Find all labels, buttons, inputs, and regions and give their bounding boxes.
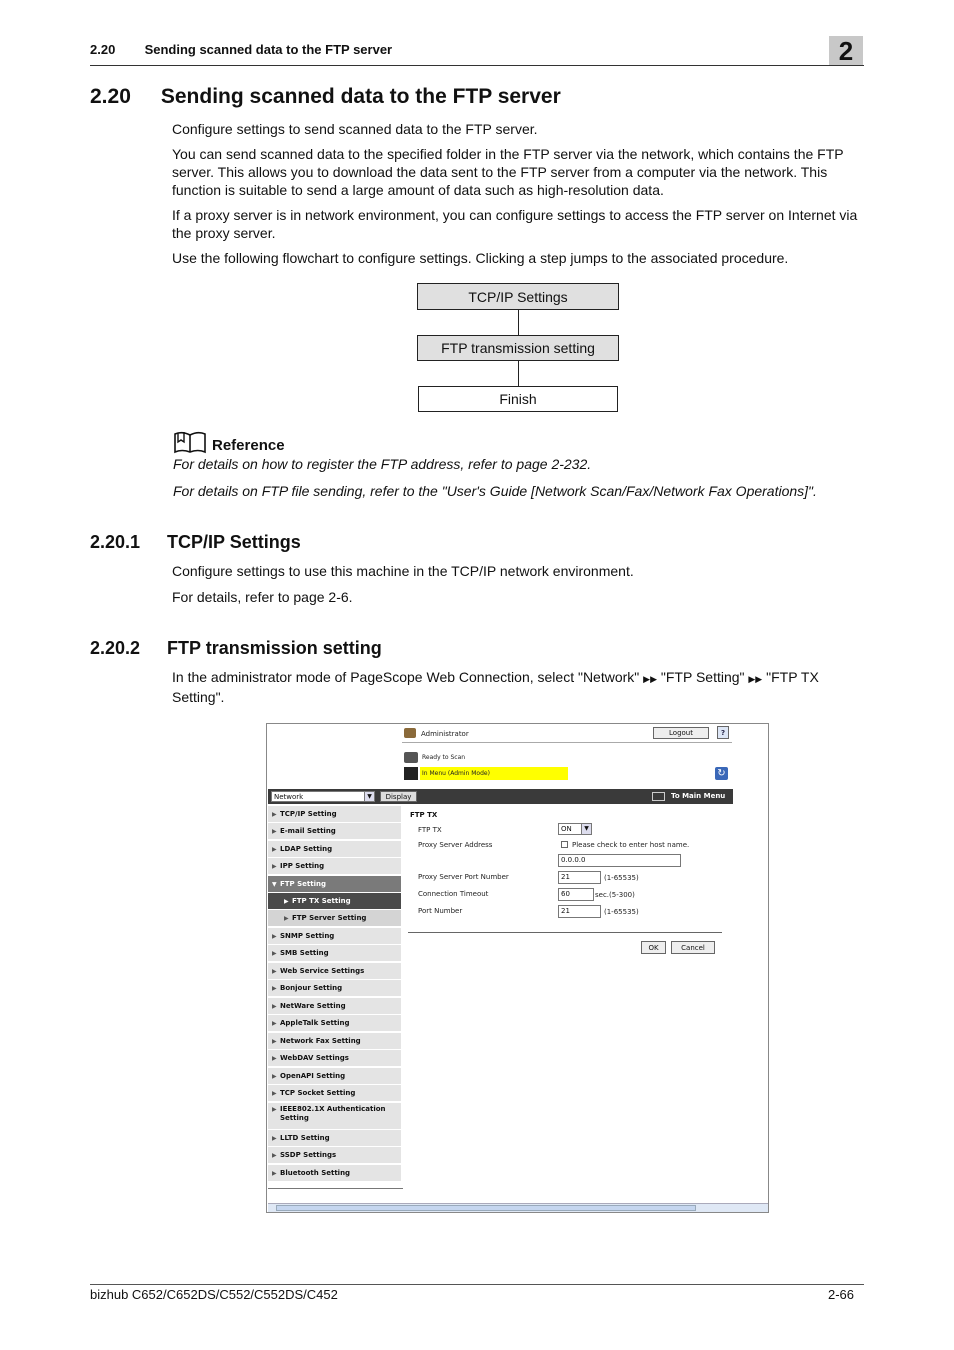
scrollbar-thumb[interactable] xyxy=(276,1205,696,1211)
port-label: Port Number xyxy=(418,907,463,915)
menu-network-fax[interactable]: ▶ Network Fax Setting xyxy=(268,1033,401,1050)
logout-button[interactable]: Logout xyxy=(653,727,709,739)
tcpip-paragraph-1: Configure settings to use this machine in the TCP/IP network environment. xyxy=(172,563,634,579)
triangle-right-icon: ▶ xyxy=(272,1037,277,1045)
web-connection-screenshot xyxy=(266,723,769,1213)
menu-bonjour[interactable]: ▶ Bonjour Setting xyxy=(268,980,401,997)
triangle-right-icon: ▶ xyxy=(272,932,277,940)
timeout-input[interactable]: 60 xyxy=(558,888,594,901)
divider xyxy=(268,1188,403,1189)
triangle-right-icon: ▶ xyxy=(272,967,277,975)
status-ready: Ready to Scan xyxy=(422,754,466,761)
menu-web-service[interactable]: ▶ Web Service Settings xyxy=(268,963,401,980)
form-divider xyxy=(408,932,722,933)
triangle-right-icon: ▶ xyxy=(284,897,289,905)
ftp-tx-label: FTP TX xyxy=(418,826,442,834)
triangle-right-icon: ▶ xyxy=(272,862,277,870)
proxy-port-range: (1-65535) xyxy=(604,874,639,882)
menu-ftp[interactable]: ▼ FTP Setting xyxy=(268,876,401,893)
header-section-number: 2.20 xyxy=(90,42,116,57)
section-heading-ftp: 2.20.2 FTP transmission setting xyxy=(90,638,382,658)
flow-connector xyxy=(518,361,519,386)
arrow-icon: ▶▶ xyxy=(643,674,657,684)
menu-snmp[interactable]: ▶ SNMP Setting xyxy=(268,928,401,945)
reference-line-1: For details on how to register the FTP address, refer to page 2-232. xyxy=(173,456,592,472)
ftp-instruction: In the administrator mode of PageScope Web Connection, select "Network" ▶▶ "FTP Setting" ▶▶ "FTP TX Setting". xyxy=(172,669,819,705)
status-admin-mode: In Menu (Admin Mode) xyxy=(420,767,568,780)
horizontal-scrollbar[interactable] xyxy=(268,1203,768,1213)
admin-icon xyxy=(404,728,416,738)
machine-icon xyxy=(404,767,418,780)
menu-smb[interactable]: ▶ SMB Setting xyxy=(268,945,401,962)
triangle-right-icon: ▶ xyxy=(272,1151,277,1159)
intro-paragraph-4: Use the following flowchart to configure settings. Clicking a step jumps to the associated procedure. xyxy=(172,250,789,266)
flow-step-ftp[interactable]: FTP transmission setting xyxy=(417,335,619,361)
triangle-right-icon: ▶ xyxy=(272,1072,277,1080)
menu-ieee8021x[interactable]: ▶ IEEE802.1X Authentication Setting xyxy=(268,1103,401,1130)
timeout-label: Connection Timeout xyxy=(418,890,489,898)
footer-rule xyxy=(90,1284,864,1285)
intro-paragraph-2: You can send scanned data to the specified folder in the FTP server via the network, which contains the FTP server. This allows you to download the data sent to the FTP server from a computer via the network. This function is suitable to send a large amount of data such as high-resolution data. xyxy=(172,146,844,198)
printer-icon xyxy=(404,752,418,763)
menu-tcpip[interactable]: ▶ TCP/IP Setting xyxy=(268,806,401,823)
triangle-right-icon: ▶ xyxy=(272,984,277,992)
section-heading-tcpip: 2.20.1 TCP/IP Settings xyxy=(90,532,301,552)
menu-ftp-tx[interactable]: ▶ FTP TX Setting xyxy=(268,893,401,910)
intro-paragraph-1: Configure settings to send scanned data to the FTP server. xyxy=(172,121,538,137)
hostname-checkbox[interactable] xyxy=(561,841,568,848)
form-title: FTP TX xyxy=(410,811,438,819)
main-menu-link[interactable]: To Main Menu xyxy=(671,792,726,800)
flow-connector xyxy=(518,310,519,335)
divider xyxy=(402,742,732,743)
footer-model: bizhub C652/C652DS/C552/C552DS/C452 xyxy=(90,1287,338,1302)
menu-icon xyxy=(652,792,665,801)
menu-webdav[interactable]: ▶ WebDAV Settings xyxy=(268,1050,401,1067)
arrow-icon: ▶▶ xyxy=(748,674,763,684)
intro-paragraph-3: If a proxy server is in network environment, you can configure settings to access the FTP server on Internet via the proxy server. xyxy=(172,207,858,241)
menu-tcp-socket[interactable]: ▶ TCP Socket Setting xyxy=(268,1085,401,1102)
triangle-right-icon: ▶ xyxy=(284,914,289,922)
proxy-address-input[interactable]: 0.0.0.0 xyxy=(558,854,681,867)
reference-line-2: For details on FTP file sending, refer to the "User's Guide [Network Scan/Fax/Network Fax Operations]". xyxy=(173,483,817,499)
header-rule xyxy=(90,65,864,66)
menu-ipp[interactable]: ▶ IPP Setting xyxy=(268,858,401,875)
triangle-right-icon: ▶ xyxy=(272,1089,277,1097)
ftp-tx-select[interactable]: ON ▼ xyxy=(558,823,592,835)
admin-label: Administrator xyxy=(421,730,469,738)
chevron-down-icon: ▼ xyxy=(364,792,374,801)
triangle-down-icon: ▼ xyxy=(272,880,277,888)
triangle-right-icon: ▶ xyxy=(272,1002,277,1010)
cancel-button[interactable]: Cancel xyxy=(671,941,715,954)
menu-ldap[interactable]: ▶ LDAP Setting xyxy=(268,841,401,858)
menu-netware[interactable]: ▶ NetWare Setting xyxy=(268,998,401,1015)
page-title: 2.20 Sending scanned data to the FTP server xyxy=(90,85,561,108)
hostname-checkbox-label: Please check to enter host name. xyxy=(572,841,690,849)
port-input[interactable]: 21 xyxy=(558,905,601,918)
menu-openapi[interactable]: ▶ OpenAPI Setting xyxy=(268,1068,401,1085)
chevron-down-icon: ▼ xyxy=(581,824,591,834)
triangle-right-icon: ▶ xyxy=(272,810,277,818)
header-section-title: Sending scanned data to the FTP server xyxy=(144,42,393,57)
triangle-right-icon: ▶ xyxy=(272,1169,277,1177)
triangle-right-icon: ▶ xyxy=(272,1054,277,1062)
flow-step-tcpip[interactable]: TCP/IP Settings xyxy=(417,283,619,310)
menu-appletalk[interactable]: ▶ AppleTalk Setting xyxy=(268,1015,401,1032)
triangle-right-icon: ▶ xyxy=(272,949,277,957)
menu-ssdp[interactable]: ▶ SSDP Settings xyxy=(268,1147,401,1164)
category-select[interactable]: Network ▼ xyxy=(271,791,375,802)
menu-lltd[interactable]: ▶ LLTD Setting xyxy=(268,1130,401,1147)
triangle-right-icon: ▶ xyxy=(272,827,277,835)
help-icon[interactable]: ? xyxy=(717,726,729,739)
flow-step-finish[interactable]: Finish xyxy=(418,386,618,412)
menu-email[interactable]: ▶ E-mail Setting xyxy=(268,823,401,840)
display-button[interactable]: Display xyxy=(380,791,417,802)
menu-bluetooth[interactable]: ▶ Bluetooth Setting xyxy=(268,1165,401,1182)
proxy-port-label: Proxy Server Port Number xyxy=(418,873,509,881)
tcpip-paragraph-2: For details, refer to page 2-6. xyxy=(172,589,353,605)
proxy-port-input[interactable]: 21 xyxy=(558,871,601,884)
footer-page-number: 2-66 xyxy=(828,1287,855,1302)
triangle-right-icon: ▶ xyxy=(272,1106,277,1113)
reference-label: Reference xyxy=(212,437,285,454)
menu-ftp-server[interactable]: ▶ FTP Server Setting xyxy=(268,910,401,927)
ok-button[interactable]: OK xyxy=(641,941,666,954)
chapter-number: 2 xyxy=(829,36,863,66)
refresh-icon[interactable]: ↻ xyxy=(715,767,728,780)
triangle-right-icon: ▶ xyxy=(272,1134,277,1142)
running-header xyxy=(90,42,392,57)
triangle-right-icon: ▶ xyxy=(272,845,277,853)
triangle-right-icon: ▶ xyxy=(272,1019,277,1027)
port-range: (1-65535) xyxy=(604,908,639,916)
proxy-address-label: Proxy Server Address xyxy=(418,841,493,849)
timeout-range: sec.(5-300) xyxy=(595,891,635,899)
